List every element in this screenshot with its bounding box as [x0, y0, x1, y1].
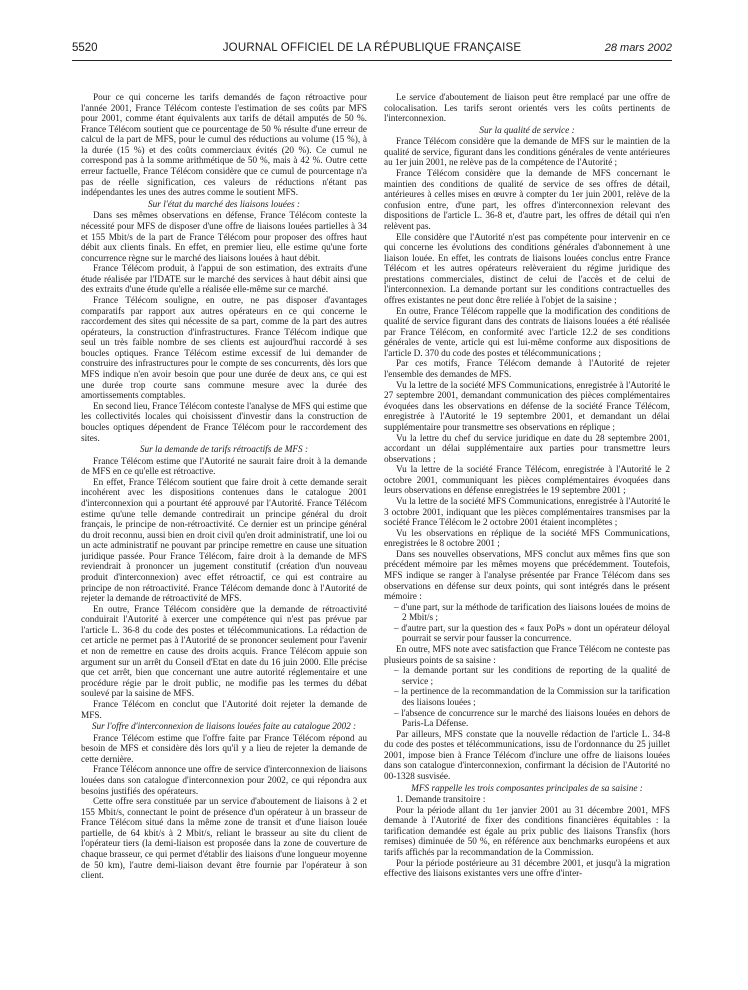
- section-heading: Sur la demande de tarifs rétroactifs de MFS :: [139, 445, 309, 456]
- paragraph: Dans ses nouvelles observations, MFS conclut aux mêmes fins que son précédent mémoire par les mêmes moyens que précédemment. Toutefois, MFS indique se ranger à l'analyse présentée par France Télécom dans ses observations en défense sur deux points, qui sont intégrés dans le présent mémoire :: [384, 549, 670, 603]
- paragraph: Vu les observations en réplique de la société MFS Communications, enregistrées le 8 octobre 2001 ;: [384, 528, 670, 550]
- paragraph: Pour la période postérieure au 31 décembre 2001, et jusqu'à la migration effective des liaisons existantes vers une offre d'inter-: [384, 858, 670, 880]
- list-item: – d'une part, sur la méthode de tarification des liaisons louées de moins de 2 Mbit/s ;: [394, 602, 670, 624]
- list-item: – l'absence de concurrence sur le marché des liaisons louées en dehors de Paris-La Défense.: [394, 708, 670, 730]
- page-number: 5520: [72, 42, 98, 54]
- section-heading: Sur l'offre d'interconnexion de liaisons louées faite au catalogue 2002 :: [91, 722, 357, 733]
- paragraph: France Télécom produit, à l'appui de son estimation, des extraits d'une étude réalisée par l'IDATE sur le marché des services à haut débit ainsi que des extraits d'une étude qu'elle a réalisée elle-même sur ce marché.: [81, 264, 367, 296]
- paragraph: En outre, France Télécom rappelle que la modification des conditions de qualité de service figurant dans des contrats de liaisons louées a été réalisée par France Télécom, en conformité avec l'article 12.2 de ses conditions générales de vente, article qui est lui-même conforme aux dispositions de l'article D. 370 du code des postes et télécommunications ;: [384, 306, 670, 359]
- paragraph: Par ces motifs, France Télécom demande à l'Autorité de rejeter l'ensemble des demandes de MFS.: [384, 359, 670, 381]
- paragraph: France Télécom considère que la demande de MFS sur le maintien de la qualité de service, figurant dans les conditions générales de vente antérieures au 1er juin 2001, ne relève pas de la compétence de l'Autorité ;: [384, 137, 670, 169]
- paragraph: Pour la période allant du 1er janvier 2001 au 31 décembre 2001, MFS demande à l'Autorité de fixer des conditions financières équitables : la tarification demandée est égale au prix public des liaisons Transfix (hors remises) diminuée de 50 %, en référence aux benchmarks européens et aux tarifs affichés par la recommandation de la Commission.: [384, 805, 670, 859]
- header-rule: [72, 60, 672, 61]
- paragraph: Par ailleurs, MFS constate que la nouvelle rédaction de l'article L. 34-8 du code des postes et télécommunications, issu de l'ordonnance du 25 juillet 2001, impose bien à France Télécom d'inclure une offre de liaisons louées dans son catalogue d'interconnexion, confirmant la décision de l'Autorité no 00-1328 susvisée.: [384, 729, 670, 782]
- paragraph: France Télécom en conclut que l'Autorité doit rejeter la demande de MFS.: [81, 699, 367, 721]
- right-column: [384, 93, 670, 983]
- section-heading: MFS rappelle les trois composantes principales de sa saisine :: [411, 783, 643, 794]
- paragraph: France Télécom estime que l'offre faite par France Télécom répond au besoin de MFS et considère dès lors qu'il y a lieu de rejeter la demande de cette dernière.: [81, 733, 367, 765]
- paragraph: Dans ses mêmes observations en défense, France Télécom conteste la nécessité pour MFS de disposer d'une offre de liaisons louées partielles à 34 et 155 Mbit/s de la part de France Télécom pour proposer des offres haut débit aux clients finals. En effet, en premier lieu, elle estime qu'une forte concurrence règne sur le marché des liaisons louées à haut débit.: [81, 211, 367, 264]
- list-item: – la pertinence de la recommandation de la Commission sur la tarification des liaisons louées ;: [394, 687, 670, 708]
- paragraph: Vu la lettre de la société France Télécom, enregistrée à l'Autorité le 2 octobre 2001, communiquant les pièces complémentaires évoquées dans leurs observations en défense enregistrées le 19 septembre 2001 ;: [384, 465, 670, 497]
- paragraph: En effet, France Télécom soutient que faire droit à cette demande serait incohérent avec les dispositions contenues dans le catalogue 2001 d'interconnexion qui a pourtant été approuvé par l'Autorité. France Télécom estime qu'une telle demande contredirait un principe général du droit français, le principe de non-rétroactivité. Ce dernier est un principe général du droit reconnu, aussi bien en droit civil qu'en droit administratif, une loi ou un acte administratif ne pouvant par principe remettre en cause une situation juridique passée. Pour France Télécom, faire droit à la demande de MFS reviendrait à prononcer un jugement constitutif (création d'un nouveau produit d'interconnexion) avec effet rétroactif, ce qui est contraire au principe de non rétroactivité. France Télécom demande donc à l'Autorité de rejeter la demande de rétroactivité de MFS.: [81, 477, 367, 605]
- paragraph: Vu la lettre de la société MFS Communications, enregistrée à l'Autorité le 27 septembre 2001, demandant communication des pièces complémentaires évoquées dans les observations en défense de la société France Télécom, enregistrée à l'Autorité le 19 septembre 2001, et demandant un délai supplémentaire pour transmettre ses observations en réplique ;: [384, 380, 670, 433]
- paragraph: En outre, France Télécom considère que la demande de rétroactivité conduirait l'Autorité à exercer une compétence qui n'est pas prévue par l'article L. 36-8 du code des postes et télécommunications. La rédaction de cet article ne permet pas à l'Autorité de se prononcer seulement pour l'avenir et non de remettre en cause des droits acquis. France Télécom appuie son argument sur un arrêt du Conseil d'Etat en date du 16 juin 2000. Elle précise que cet arrêt, bien que concernant une autre autorité réglementaire et une procédure régie par le droit public, ne modifie pas les termes du débat soulevé par la saisine de MFS.: [81, 604, 367, 700]
- paragraph: France Télécom souligne, en outre, ne pas disposer d'avantages comparatifs par rapport aux autres opérateurs en ce qui concerne le raccordement des sites qui nécessite de sa part, comme de la part des autres opérateurs, la construction d'infrastructures. France Télécom indique que seul un très faible nombre de ses clients est aujourd'hui raccordé à ses boucles optiques. France Télécom estime excessif de lui demander de construire des infrastructures pour le compte de ses concurrents, dès lors que MFS indique n'en avoir besoin que pour une durée de deux ans, ce qui est une durée trop courte sans commune mesure avec la durée des amortissements comptables.: [81, 295, 367, 402]
- paragraph: France Télécom estime que l'Autorité ne saurait faire droit à la demande de MFS en ce qu'elle est rétroactive.: [81, 456, 367, 478]
- section-heading: Sur la qualité de service :: [479, 125, 575, 136]
- issue-date: 28 mars 2002: [604, 42, 672, 54]
- paragraph: France Télécom considère que la demande de MFS concernant le maintien des conditions de qualité de service de ses offres de détail, antérieures à celles mises en œuvre à compter du 1er juin 2001, relève de la confusion entre, d'une part, les offres d'interconnexion relevant des dispositions de l'article L. 36-8 et, d'autre part, les offres de détail qui n'en relèvent pas.: [384, 169, 670, 232]
- paragraph: Cette offre sera constituée par un service d'aboutement de liaisons à 2 et 155 Mbit/s, connectant le point de présence d'un opérateur à un brasseur de France Télécom situé dans la même zone de transit et d'une liaison louée partielle, de 64 kbit/s à 2 Mbit/s, reliant le brasseur au site du client de l'opérateur tiers (la demi-liaison est proposée dans la zone de couverture de chaque brasseur, ce qui permet d'établir des liaisons d'une longueur moyenne de 50 km), l'autre demi-liaison devant être fournie par l'opérateur à son client.: [81, 797, 367, 882]
- journal-title: JOURNAL OFFICIEL DE LA RÉPUBLIQUE FRANÇAISE: [222, 42, 522, 54]
- left-column: [81, 93, 367, 983]
- list-item: – d'autre part, sur la question des « faux PoPs » dont un opérateur déloyal pourrait se servir pour fausser la concurrence.: [394, 623, 670, 645]
- page-header: [72, 41, 672, 57]
- list-item: – la demande portant sur les conditions de reporting de la qualité de service ;: [394, 666, 670, 687]
- paragraph: En second lieu, France Télécom conteste l'analyse de MFS qui estime que les collectivités locales qui choisissent d'investir dans la construction de boucles optiques dépendent de France Télécom pour le raccordement des sites.: [81, 401, 367, 444]
- paragraph: En outre, MFS note avec satisfaction que France Télécom ne conteste pas plusieurs points de sa saisine :: [384, 645, 670, 666]
- paragraph: Vu la lettre du chef du service juridique en date du 28 septembre 2001, accordant un délai supplémentaire aux parties pour transmettre leurs observations ;: [384, 433, 670, 465]
- paragraph: 1. Demande transitoire :: [396, 795, 486, 806]
- paragraph: France Télécom annonce une offre de service d'interconnexion de liaisons louées dans son catalogue d'interconnexion pour 2002, ce qui répondra aux besoins justifiés des opérateurs.: [81, 765, 367, 797]
- paragraph: Vu la lettre de la société MFS Communications, enregistrée à l'Autorité le 3 octobre 2001, indiquant que les pièces complémentaires transmises par la société France Télécom le 2 octobre 2001 étaient incomplètes ;: [384, 496, 670, 529]
- paragraph: Le service d'aboutement de liaison peut être remplacé par une offre de colocalisation. Les tarifs seront orientés vers les coûts pertinents de l'interconnexion.: [384, 93, 670, 125]
- paragraph: Elle considère que l'Autorité n'est pas compétente pour intervenir en ce qui concerne les évolutions des conditions générales d'abonnement à une liaison louée. En effet, les contrats de liaisons louées conclus entre France Télécom et les autres opérateurs relèveraient du régime juridique des prestations commerciales, distinct de celui de l'accès et de celui de l'interconnexion. La demande portant sur les conditions contractuelles des offres existantes ne peut donc être reliée à l'objet de la saisine ;: [384, 232, 670, 306]
- paragraph: Pour ce qui concerne les tarifs demandés de façon rétroactive pour l'année 2001, France Télécom conteste l'estimation de ses coûts par MFS pour 2001, comme étant équivalents aux tarifs de détail amputés de 50 %. France Télécom soutient que ce pourcentage de 50 % résulte d'une erreur de calcul de la part de MFS, pour le cumul des réductions au volume (15 %), à la durée (15 %) et des coûts commerciaux évités (20 %). Ce cumul ne correspond pas à la somme arithmétique de 50 %, mais à 42 %. Outre cette erreur factuelle, France Télécom considère que ce cumul de pourcentage n'a pas de réelle signification, ces valeurs de réductions n'étant pas indépendantes les unes des autres comme le soutient MFS.: [81, 93, 367, 199]
- section-heading: Sur l'état du marché des liaisons louées :: [148, 199, 300, 210]
